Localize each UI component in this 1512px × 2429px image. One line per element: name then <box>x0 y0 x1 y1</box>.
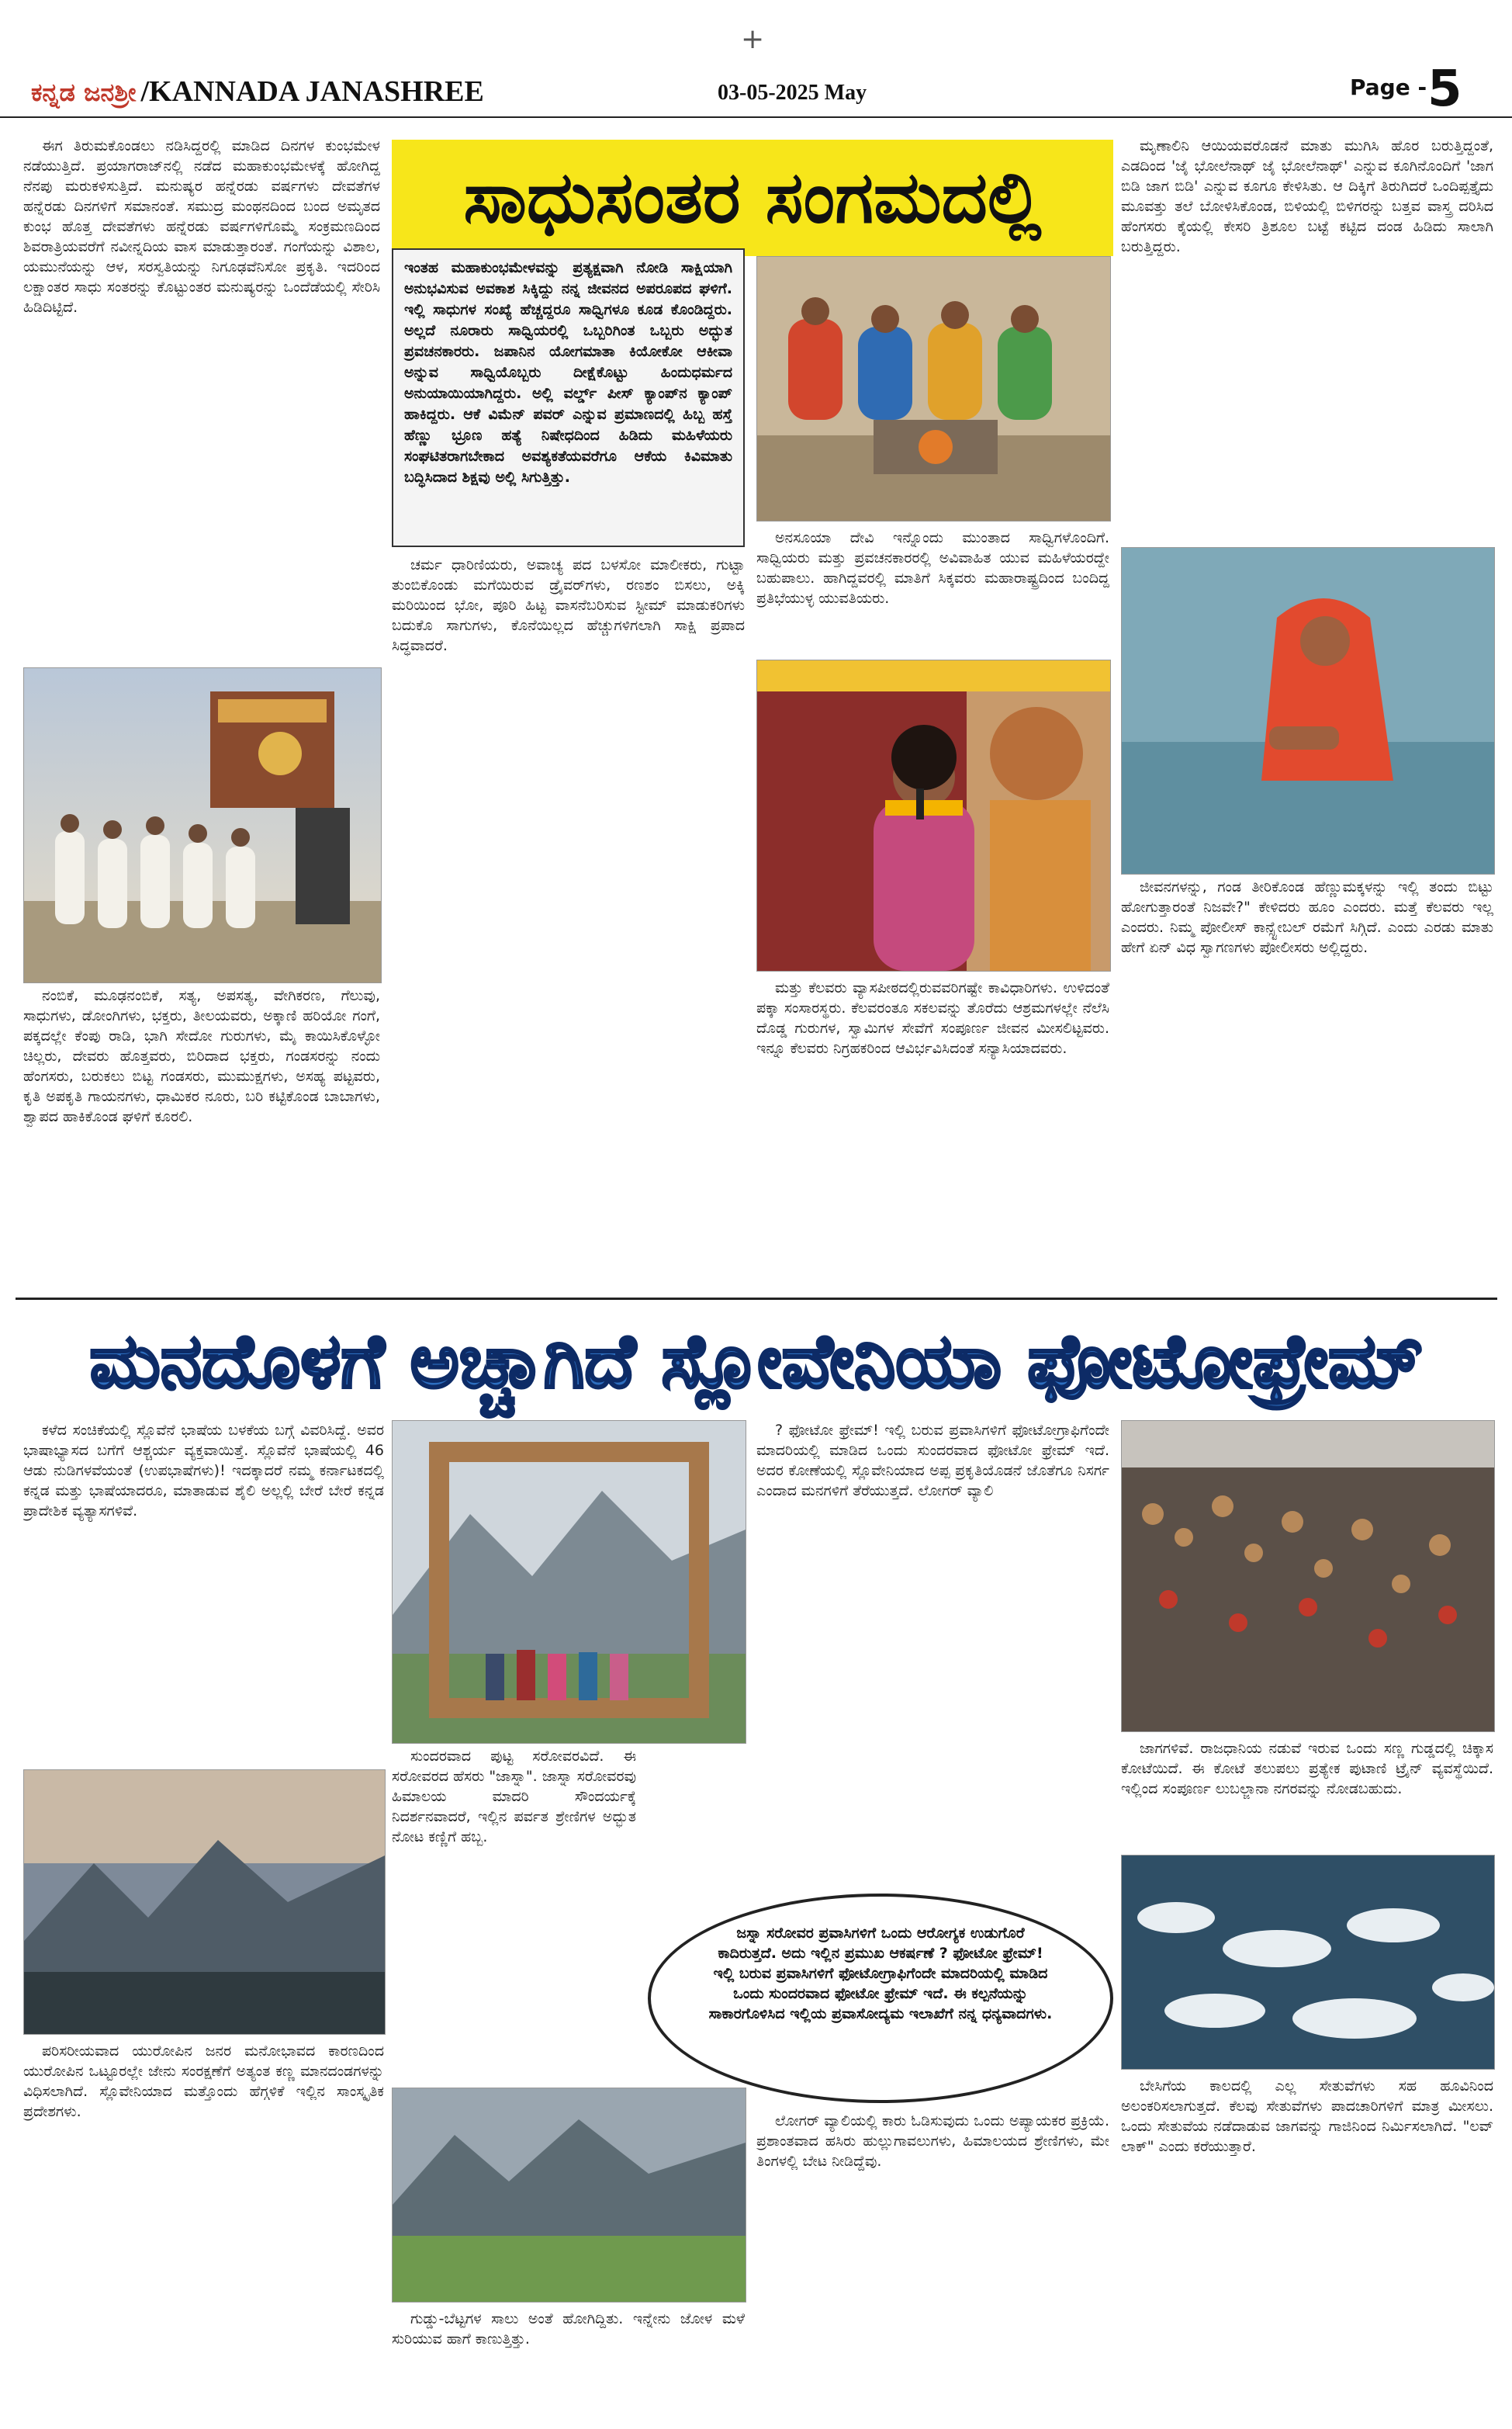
page-number: 5 <box>1427 61 1462 118</box>
article-text: ಪರಿಸರೀಯವಾದ ಯುರೋಪಿನ ಜನರ ಮನೋಭಾವದ ಕಾರಣದಿಂದ ಯುರೋಪಿನ ಒಟ್ಟೂರಲ್ಲೇ ಜೇನು ಸಂರಕ್ಷಣೆಗೆ ಅತ್ಯಂತ ಕಣ್ಣ ಮಾನದಂಡಗಳನ್ನು ವಿಧಿಸಲಾಗಿದೆ. ಸ್ಲೊವೇನಿಯಾದ ಮತ್ತೊಂದು ಹೆಗ್ಗಳಿಕೆ ಇಲ್ಲಿನ ಸಾಂಸ್ಕೃತಿಕ ಪ್ರದೇಶಗಳು. <box>23 2043 384 2120</box>
article-text: ಕಳೆದ ಸಂಚಿಕೆಯಲ್ಲಿ ಸ್ಲೊವೆನೆ ಭಾಷೆಯ ಬಳಕೆಯ ಬಗ್ಗೆ ವಿವರಿಸಿದ್ದೆ. ಅವರ ಭಾಷಾಭ್ಯಾಸದ ಬಗೆಗೆ ಆಶ್ಚರ್ಯ ವ್ಯಕ್ತವಾಯಿತ್ತೆ. ಸ್ಲೊವೆನೆ ಭಾಷೆಯಲ್ಲಿ 46 ಆಡು ನುಡಿಗಳವೆಯಂತೆ (ಉಪಭಾಷೆಗಳು)! ಇದಕ್ಕಾದರೆ ನಮ್ಮ ಕರ್ನಾಟಕದಲ್ಲಿ ಕನ್ನಡ ಮತ್ತು ಭಾಷೆಯಾದರೂ, ಮಾತಾಡುವ ಶೈಲಿ ಅಲ್ಲಲ್ಲಿ ಬೇರೆ ಬೇರೆ ಕನ್ನಡ ಪ್ರಾದೇಶಿಕ ವ್ಯತ್ಯಾಸಗಳಿವೆ. <box>23 1422 384 1519</box>
photo-green-valley <box>392 2088 746 2303</box>
story2-headline: ಮನದೊಳಗೆ ಅಚ್ಚಾಗಿದೆ ಸ್ಲೋವೇನಿಯಾ ಫೋಟೋಫ್ರೇಮ್ <box>89 1318 1424 1405</box>
brand-kannada: ಕನ್ನಡ ಜನಶ್ರೀ <box>31 78 137 107</box>
article-text: ಮತ್ತು ಕೆಲವರು ವ್ಯಾಸಪೀಠದಲ್ಲಿರುವವರಿಗಷ್ಟೇ ಕಾವಿಧಾರಿಗಳು. ಉಳಿದಂತೆ ಪಕ್ಕಾ ಸಂಸಾರಸ್ಥರು. ಕೆಲವರಂತೂ ಸಕಲವನ್ನು ತೊರೆದು ಆಶ್ರಮಗಳಲ್ಲೇ ನೆಲೆಸಿ ದೊಡ್ಡ ಗುರುಗಳ, ಸ್ವಾಮಿಗಳ ಸೇವೆಗೆ ಸಂಪೂರ್ಣ ಜೀವನ ಮೀಸಲಿಟ್ಟವರು. ಇನ್ನೂ ಕೆಲವರು ನಿಗ್ರಹಕರಿಂದ ಆವಿರ್ಭವಿಸಿದಂತೆ ಸನ್ಯಾಸಿಯಾದವರು. <box>756 979 1109 1057</box>
story2-column2-bottom <box>392 2309 745 2410</box>
photo-frame-at-lake <box>392 1420 746 1744</box>
story1-column2-right <box>756 528 1109 652</box>
photo-woman-bathing <box>1121 547 1495 875</box>
article-text: ಚರ್ಮ ಧಾರಿಣಿಯರು, ಅವಾಚ್ಯ ಪದ ಬಳಸೋ ಮಾಲೀಕರು, ಗುಟ್ಟಾ ತುಂಬಿಕೊಂಡು ಮಗೆಯಿರುವ ಡ್ರೈವರ್‌ಗಳು, ರಣಶಂ ಬಿಸಲು, ಅಕ್ಕಿ ಮರಿಯಿಂದ ಭೋ, ಪೂರಿ ಹಿಟ್ಟ ವಾಸನೆಬರಿಸುವ ಸ್ಟೀಮ್ ಮಾಡುಕರಿಗಳು ಬದುಕೊ ಸಾಗುಗಳು, ಕೊನೆಯಿಲ್ಲದ ಹೆಚ್ಚುಗಳಿಗಲಾಗಿ ಸಾಕ್ಷಿ ಪ್ರಪಾದ ಸಿದ್ಧವಾದರೆ. <box>392 556 745 654</box>
article-text: ಜಾಗಗಳಿವೆ. ರಾಜಧಾನಿಯ ನಡುವೆ ಇರುವ ಒಂದು ಸಣ್ಣ ಗುಡ್ಡದಲ್ಲಿ ಚಿಕ್ಕಾಸ ಕೋಟೆಯಿದೆ. ಈ ಕೋಟೆ ತಲುಪಲು ಪ್ರತ್ಯೇಕ ಪುಟಾಣಿ ಟ್ರೈನ್ ವ್ಯವಸ್ಥೆಯಿದೆ. ಇಲ್ಲಿಂದ ಸಂಪೂರ್ಣ ಲುಬಲ್ಜಾನಾ ನಗರವನ್ನು ನೋಡಬಹುದು. <box>1121 1740 1493 1797</box>
issue-date: 03-05-2025 May <box>718 81 867 105</box>
photo-mountain-sunset <box>23 1769 386 2035</box>
story2-column1-top <box>23 1420 384 1762</box>
story2-column3-top <box>756 1420 1109 1886</box>
story2-column3-bottom <box>756 2111 1109 2410</box>
photo-woman-singing <box>756 660 1111 972</box>
article-text: ಗುಡ್ಡು-ಬೆಟ್ಟಗಳ ಸಾಲು ಅಂತೆ ಹೋಗಿದ್ದಿತು. ಇನ್ನೇನು ಜೋಳ ಮಳೆ ಸುರಿಯುವ ಹಾಗೆ ಕಾಣುತ್ತಿತ್ತು. <box>392 2310 745 2348</box>
story1-column1-top <box>23 136 380 664</box>
story1-column2-left <box>392 555 745 982</box>
article-text: ಮೃಣಾಲಿನಿ ಆಯಿಯವರೊಡನೆ ಮಾತು ಮುಗಿಸಿ ಹೊರ ಬರುತ್ತಿದ್ದಂತೆ, ಎಡದಿಂದ 'ಜೈ ಭೋಲೆನಾಥ್ ಜೈ ಭೋಲೆನಾಥ್' ಎನ್ನುವ ಕೂಗಿನೊಂದಿಗೆ 'ಜಾಗ ಬಿಡಿ ಜಾಗ ಬಿಡಿ' ಎನ್ನುವ ಕೂಗೂ ಕೇಳಿಸಿತು. ಆ ದಿಕ್ಕಿಗೆ ತಿರುಗಿದರೆ ಒಂದಿಪ್ಪತ್ತೈದು ಮೂವತ್ತು ತಲೆ ಬೋಳಿಸಿಕೊಂಡ, ಬಿಳಿಯಲ್ಲಿ ಬಿಳಿಗರನ್ನು ಬತ್ತವ ವಾಸ್ತ್ರ ದರಿಸಿದ ಹೆಂಗಸರು ಕೈಯಲ್ಲಿ ಕೇಸರಿ ತ್ರಿಶೂಲ ಬಟ್ಟೆ ಕಟ್ಟಿದ ದಂಡ ಹಿಡಿದು ಸಾಲಾಗಿ ಬರುತ್ತಿದ್ದರು. <box>1121 137 1493 255</box>
story2-column1-bottom <box>23 2041 384 2406</box>
story2-column4-bottom <box>1121 2076 1493 2410</box>
story1-column3-bottom <box>1121 877 1493 1288</box>
brand <box>31 74 484 109</box>
crop-mark-icon: + <box>741 23 765 55</box>
story2-column2-mid <box>392 1746 636 2080</box>
photo-love-locks-bridge <box>1121 1420 1495 1732</box>
story1-column3-top <box>1121 136 1493 539</box>
article-text: ಸುಂದರವಾದ ಪುಟ್ಟ ಸರೋವರವಿದೆ. ಈ ಸರೋವರದ ಹೆಸರು "ಜಾಸ್ನಾ". ಜಾಸ್ನಾ ಸರೋವರವು ಹಿಮಾಲಯ ಮಾದರಿ ಸೌಂದರ್ಯಕ್ಕೆ ನಿದರ್ಶನವಾದರೆ, ಇಲ್ಲಿನ ಪರ್ವತ ಶ್ರೇಣಿಗಳ ಅದ್ಭುತ ನೋಟ ಕಣ್ಣಿಗೆ ಹಬ್ಬ. <box>392 1748 636 1845</box>
photo-women-sadhvis <box>756 256 1111 521</box>
article-text: ಈಗ ತಿರುಮಕೊಂಡಲು ನಡಿಸಿದ್ದರಲ್ಲಿ ಮಾಡಿದ ದಿನಗಳ ಕುಂಭಮೇಳ ನಡೆಯುತ್ತಿದೆ. ಪ್ರಯಾಗರಾಜ್‌ನಲ್ಲಿ ನಡೆದ ಮಹಾಕುಂಭಮೇಳಕ್ಕೆ ಹೋಗಿದ್ದ ನೆನಪು ಮರುಕಳಿಸುತ್ತಿದೆ. ಮನುಷ್ಯರ ಹನ್ನೆರಡು ವರ್ಷಗಳು ದೇವತೆಗಳ ಹನ್ನೆರಡು ದಿನಗಳಿಗೆ ಸಮಾನಂತೆ. ಸಮುದ್ರ ಮಂಥನದಿಂದ ಬಂದ ಅಮೃತದ ಕುಂಭ ಹೊತ್ತ ದೇವತೆಗಳು ಹನ್ನೆರಡು ವರ್ಷಗಳಿಗೊಮ್ಮೆ ಸಂಕ್ರಮಣದಿಂದ ಶಿವರಾತ್ರಿಯವರೆಗೆ ನವೀನ್ನದಿಯ ವಾಸ ಮಾಡುತ್ತಾರಂತೆ. ಗಂಗೆಯನ್ನು ವಿಶಾಲ, ಯಮುನೆಯನ್ನು ಆಳ, ಸರಸ್ವತಿಯನ್ನು ನಿಗೂಢವೆನಿಸೋ ಪ್ರಕೃತಿ. ಇದರಿಂದ ಲಕ್ಷಾಂತರ ಸಾಧು ಸಂತರನ್ನು ಕೊಟ್ಟುಂತರ ಮನುಷ್ಯರನ್ನು ಒಂದೆಡೆಯಲ್ಲಿ ಸೇರಿಸಿ ಹಿಡಿದಿಟ್ಟಿದೆ. <box>23 137 380 316</box>
article-text: ? ಫೋಟೋ ಫ್ರೇಮ್! ಇಲ್ಲಿ ಬರುವ ಪ್ರವಾಸಿಗಳಿಗೆ ಫೋಟೋಗ್ರಾಫಿಗೆಂದೇ ಮಾದರಿಯಲ್ಲಿ ಮಾಡಿದ ಒಂದು ಸುಂದರವಾದ ಫೋಟೋ ಫ್ರೇಮ್ ಇದೆ. ಅದರ ಕೋಣೆಯಲ್ಲಿ ಸ್ಲೊವೇನಿಯಾದ ಅಪ್ಪ ಪ್ರಕೃತಿಯೊಡನೆ ಜೊತೆಗೂ ನಿಸರ್ಗ ಎಂದಾದ ಮನಗಳಿಗೆ ತೆರೆಯುತ್ತದೆ. ಲೋಗರ್ ವ್ಯಾಲಿ <box>756 1422 1109 1499</box>
story2-pullquote: ಜಸ್ನಾ ಸರೋವರ ಪ್ರವಾಸಿಗಳಿಗೆ ಒಂದು ಆರೋಗ್ಯಕ ಉಡುಗೊರೆ ಕಾದಿರುತ್ತದೆ. ಅದು ಇಲ್ಲಿನ ಪ್ರಮುಖ ಆಕರ್ಷಣೆ ? ಫೋಟೋ ಫ್ರೇಮ್! ಇಲ್ಲಿ ಬರುವ ಪ್ರವಾಸಿಗಳಿಗೆ ಫೋಟೋಗ್ರಾಫಿಗೆಂದೇ ಮಾದರಿಯಲ್ಲಿ ಮಾಡಿದ ಒಂದು ಸುಂದರವಾದ ಫೋಟೋ ಫ್ರೇಮ್ ಇದೆ. ಈ ಕಲ್ಪನೆಯನ್ನು ಸಾಕಾರಗೊಳಿಸಿದ ಇಲ್ಲಿಯ ಪ್ರವಾಸೋದ್ಯಮ ಇಲಾಖೆಗೆ ನನ್ನ ಧನ್ಯವಾದಗಳು. <box>648 1894 1113 2103</box>
article-text: ಲೋಗರ್ ವ್ಯಾಲಿಯಲ್ಲಿ ಕಾರು ಓಡಿಸುವುದು ಒಂದು ಅಪ್ಯಾಯಕರ ಪ್ರಕ್ರಿಯೆ. ಪ್ರಶಾಂತವಾದ ಹಸಿರು ಹುಲ್ಲುಗಾವಲುಗಳು, ಹಿಮಾಲಯದ ಶ್ರೇಣಿಗಳು, ಮೇ ತಿಂಗಳಲ್ಲಿ ಬೇಟ ನೀಡಿದ್ದೆವು. <box>756 2112 1109 2170</box>
article-text: ನಂಬಿಕೆ, ಮೂಢನಂಬಿಕೆ, ಸತ್ಯ, ಅಪಸತ್ಯ, ವೇಗಿಕರಣ, ಗೆಲುವು, ಸಾಧುಗಳು, ಡೋಂಗಿಗಳು, ಭಕ್ತರು, ತೀಲಯವರು, ಅಕ್ಕಾಣಿ ಹರಿಯೋ ಗಂಗೆ, ಪಕ್ಕದಲ್ಲೇ ಕೆಂಪು ರಾಡಿ, ಭಾಗಿ ಸೇದೋ ಗುರುಗಳು, ಮೈ ಕಾಯಿಸಿಕೊಳ್ಳೋ ಚಿಲ್ಲರು, ದೇವರು ಹೊತ್ತವರು, ಬಿರಿದಾದ ಭಕ್ತರು, ಗಂಡಸರನ್ನು ನಂದು ಹೆಂಗಸರು, ಬರುಕಲು ಬಿಟ್ಟ ಗಂಡಸರು, ಮುಮುಕ್ಷಗಳು, ಅಸಹ್ಯ ಪಟ್ಟವರು, ಕೃತಿ ಅಪಕೃತಿ ಗಾಯನಗಳು, ಧಾಮಿಕರ ನೂರು, ಬರಿ ಕಟ್ಟಿಕೊಂಡ ಬಾಬಾಗಳು, ಶ್ವಾಪದ ಹಾಕಿಕೊಂಡ ಘಳಿಗೆ ಕೂರಲಿ. <box>23 987 380 1125</box>
story1-column2-lower <box>756 978 1109 1288</box>
page-label: Page - <box>1350 74 1427 100</box>
story1-column1-bottom <box>23 986 380 1288</box>
article-text: ಜೀವನಗಳನ್ನು, ಗಂಡ ತೀರಿಕೊಂಡ ಹೆಣ್ಣುಮಕ್ಕಳನ್ನು ಇಲ್ಲಿ ತಂದು ಬಿಟ್ಟು ಹೋಗುತ್ತಾರಂತೆ ನಿಜವೇ?" ಕೇಳಿದರು ಹೂಂ ಎಂದರು. ಮತ್ತೆ ಕೆಲವರು ಇಲ್ಲ ಎಂದರು. ನಿಮ್ಮ ಪೋಲೀಸ್ ಕಾನ್ಸ್ಟೇಬಲ್ ರಮೆಗೆ ಸಿಗ್ಗಿದೆ. ಎಂದು ಎರಡು ಮಾತು ಹೇಗೆ ಏನ್ ವಿಧ ಸ್ವಾಗಣಗಳು ಪೋಲೀಸರು ಅಲ್ಲಿದ್ದರು. <box>1121 878 1493 956</box>
photo-frozen-river <box>1121 1855 1495 2070</box>
story1-headline: ಸಾಧುಸಂತರ ಸಂಗಮದಲ್ಲಿ <box>392 140 1113 256</box>
article-text: ಬೇಸಿಗೆಯ ಕಾಲದಲ್ಲಿ ಎಲ್ಲ ಸೇತುವೆಗಳು ಸಹ ಹೂವಿನಿಂದ ಅಲಂಕರಿಸಲಾಗುತ್ತದೆ. ಕೆಲವು ಸೇತುವೆಗಳು ಪಾದಚಾರಿಗಳಿಗೆ ಮಾತ್ರ ಮೀಸಲು. ಒಂದು ಸೇತುವೆಯ ನಡೆದಾಡುವ ಜಾಗವನ್ನು ಗಾಜಿನಿಂದ ನಿರ್ಮಿಸಲಾಗಿದೆ. "ಲವ್ ಲಾಕ್" ಎಂದು ಕರೆಯುತ್ತಾರೆ. <box>1121 2077 1493 2155</box>
article-text: ಅನಸೂಯಾ ದೇವಿ ಇನ್ನೊಂದು ಮುಂತಾದ ಸಾಧ್ವಿಗಳೊಂದಿಗೆ. ಸಾಧ್ವಿಯರು ಮತ್ತು ಪ್ರವಚನಕಾರರಲ್ಲಿ ಅವಿವಾಹಿತ ಯುವ ಮಹಿಳೆಯರದ್ದೇ ಬಹುಪಾಲು. ಹಾಗಿದ್ದವರಲ್ಲಿ ಮಾತಿಗೆ ಸಿಕ್ಕವರು ಮಹಾರಾಷ್ಟ್ರದಿಂದ ಬಂದಿದ್ದ ಪ್ರತಿಭೆಯುಳ್ಳ ಯುವತಿಯರು. <box>756 529 1109 607</box>
section-divider <box>16 1298 1497 1300</box>
story1-intro-box: ಇಂತಹ ಮಹಾಕುಂಭಮೇಳವನ್ನು ಪ್ರತ್ಯಕ್ಷವಾಗಿ ನೋಡಿ ಸಾಕ್ಷಿಯಾಗಿ ಅನುಭವಿಸುವ ಅವಕಾಶ ಸಿಕ್ಕಿದ್ದು ನನ್ನ ಜೀವನದ ಅಪರೂಪದ ಘಳಿಗೆ. ಇಲ್ಲಿ ಸಾಧುಗಳ ಸಂಖ್ಯೆ ಹೆಚ್ಚದ್ದರೂ ಸಾಧ್ವಿಗಳೂ ಕೂಡ ಕೊಂಡಿದ್ದರು. ಅಲ್ಲದೆ ನೂರಾರು ಸಾಧ್ವಿಯರಲ್ಲಿ ಒಬ್ಬರಿಗಿಂತ ಒಬ್ಬರು ಅದ್ಭುತ ಪ್ರವಚನಕಾರರು. ಜಪಾನಿನ ಯೋಗಮಾತಾ ಕಿಯೋಕೋ ಆಕೀವಾ ಅನ್ನುವ ಸಾಧ್ವಿಯೊಬ್ಬರು ದೀಕ್ಷೆಕೊಟ್ಟು ಹಿಂದುಧರ್ಮದ ಅನುಯಾಯಿಯಾಗಿದ್ದರು. ಅಲ್ಲಿ ವರ್ಲ್ಡ್ ಪೀಸ್ ಕ್ಯಾಂಪ್‌ನ ಕ್ಯಾಂಪ್ ಹಾಕಿದ್ದರು. ಆಕೆ ವಿಮೆನ್ ಪವರ್ ಎನ್ನುವ ಪ್ರಮಾಣದಲ್ಲಿ ಹಿಬ್ಬ ಹಸ್ತೆ ಹೆಣ್ಣು ಭ್ರೂಣ ಹತ್ಯೆ ನಿಷೇಧದಿಂದ ಹಿಡಿದು ಮಹಿಳೆಯರು ಸಂಘಟಿತರಾಗಬೇಕಾದ ಅವಶ್ಯಕತೆಯವರೆಗೂ ಆಕೆಯ ಕಿವಿಮಾತು ಬದ್ಧಿಸಿದಾದ ಶಿಕ್ಷವು ಅಲ್ಲಿ ಸಿಗುತ್ತಿತ್ತು. <box>392 248 745 547</box>
photo-widows-procession <box>23 667 382 983</box>
brand-english: /KANNADA JANASHREE <box>140 75 484 108</box>
